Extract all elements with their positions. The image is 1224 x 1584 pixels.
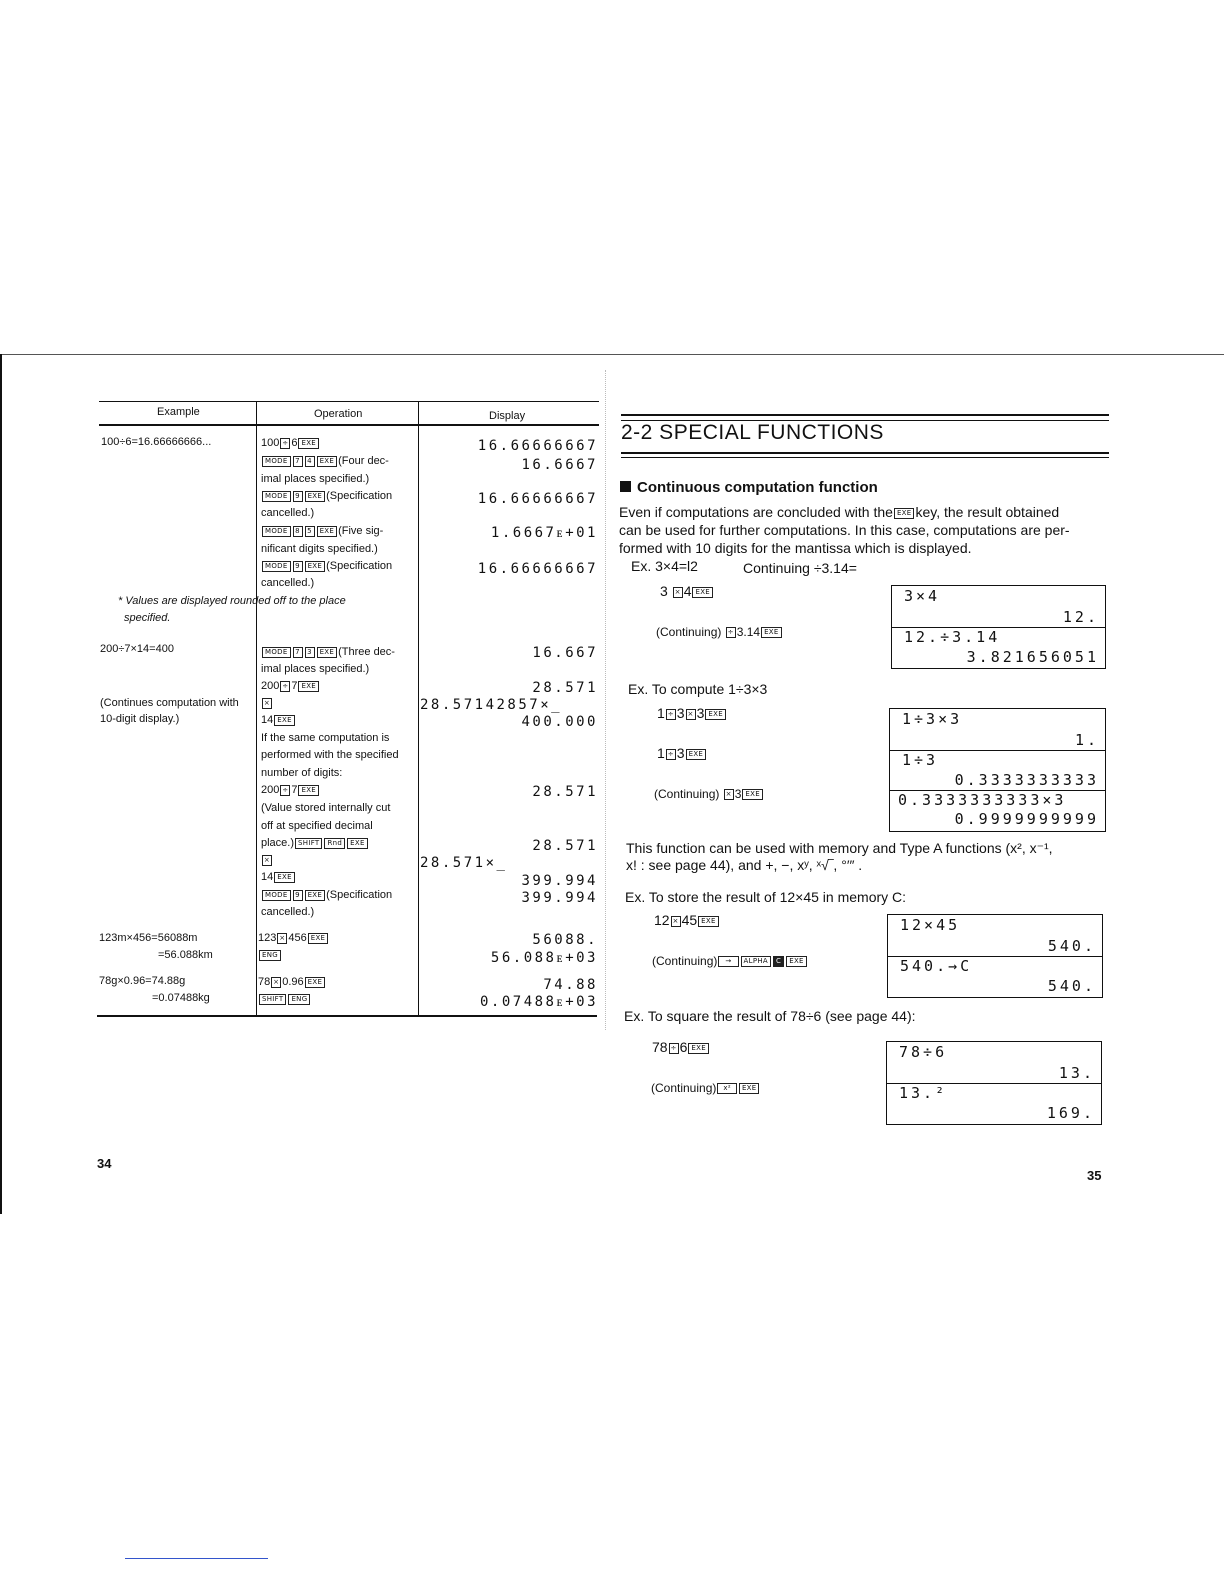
ex2-op1: 1 ÷ 3 × 3 EXE — [657, 705, 727, 721]
ex3-lcd-2: 540. — [1047, 937, 1096, 955]
display-1-1: 16.66666667 — [477, 438, 598, 454]
ex3-op2: (Continuing) → ALPHA C EXE — [652, 954, 808, 968]
ex3-lcd-4: 540. — [1047, 977, 1096, 995]
col-divider-1 — [256, 401, 257, 1015]
op1-5b: cancelled.) — [261, 577, 315, 589]
header-display: Display — [489, 410, 526, 422]
op2-7: number of digits: — [261, 767, 343, 779]
op2-12: × — [263, 855, 271, 864]
op3-2: ENG — [258, 949, 282, 961]
footnote-1: * Values are displayed rounded off to the place — [118, 595, 346, 607]
top-scan-line — [0, 354, 1224, 355]
op2-2: 200 ÷ 7 EXE — [261, 680, 320, 692]
ex2-lcd-5: 0.3333333333×3 — [898, 791, 1067, 809]
ex1-op2: (Continuing) ÷ 3.14 EXE — [656, 625, 783, 639]
example-2-note2: 10-digit display.) — [100, 713, 180, 725]
op2-13: 14 EXE — [261, 871, 296, 883]
section-title: 2-2 SPECIAL FUNCTIONS — [621, 421, 884, 444]
ex1-op1: 3 × 4 EXE — [660, 583, 714, 599]
ex1-lcd-3: 12.÷3.14 — [904, 628, 1001, 646]
para1-line3: formed with 10 digits for the mantissa which is displayed. — [619, 540, 972, 556]
op4-1: 78 × 0.96 EXE — [258, 976, 326, 988]
display-2-5: 28.571 — [532, 784, 598, 800]
section-title-rule-bottom2 — [621, 457, 1109, 458]
display-4-2: 0.07488ᴇ+03 — [479, 994, 598, 1010]
op1-3b: cancelled.) — [261, 507, 315, 519]
ex2-lcd-6: 0.9999999999 — [954, 810, 1099, 828]
ex1-lcd — [891, 585, 1106, 669]
example-1: 100÷6=16.66666666... — [101, 436, 212, 448]
display-2-8: 399.994 — [521, 873, 598, 889]
ex4-op2: (Continuing) x² EXE — [651, 1081, 760, 1095]
section-title-rule-bottom — [621, 452, 1109, 454]
mode-key: MODE — [262, 456, 291, 467]
ex2-op2: 1 ÷ 3 EXE — [657, 745, 707, 761]
section-title-rule-top — [621, 414, 1109, 416]
op1-5: MODE 9 EXE (Specification — [261, 560, 392, 572]
op2-8: 200 ÷ 7 EXE — [261, 784, 320, 796]
ex2-lcd — [889, 708, 1106, 832]
op4-2: SHIFT ENG — [258, 993, 311, 1005]
ex4-lcd — [886, 1041, 1102, 1125]
op2-5: If the same computation is — [261, 732, 390, 744]
para1-line1: Even if computations are concluded with the EXE key, the result obtained — [619, 504, 1060, 520]
op2-1b: imal places specified.) — [261, 663, 370, 675]
display-2-2: 28.571 — [532, 680, 598, 696]
ex1-lcd-4: 3.821656051 — [966, 648, 1099, 666]
subsection-title: Continuous computation function — [637, 479, 878, 496]
ex3-lcd — [887, 914, 1103, 998]
ex3-op1: 12 × 45 EXE — [654, 912, 720, 928]
ex1-continuing: Continuing ÷3.14= — [743, 560, 857, 576]
arrow-key: → — [718, 956, 738, 967]
square-key: x² — [717, 1083, 737, 1094]
op2-3: × — [263, 698, 271, 707]
ex4-lcd-2: 13. — [1058, 1064, 1095, 1082]
display-1-4: 1.6667ᴇ+01 — [490, 525, 598, 541]
ex2-lcd-1: 1÷3×3 — [902, 710, 963, 728]
example-4b: =0.07488kg — [152, 992, 210, 1004]
op1-3: MODE 9 EXE (Specification — [261, 490, 392, 502]
op2-14: MODE 9 EXE (Specification — [261, 889, 392, 901]
c-key: C — [773, 956, 784, 967]
display-4-1: 74.88 — [543, 977, 598, 993]
op1-2b: imal places specified.) — [261, 473, 370, 485]
ex1-lcd-1: 3×4 — [904, 587, 941, 605]
op2-10: off at specified decimal — [261, 820, 373, 832]
display-2-6: 28.571 — [532, 838, 598, 854]
header-example: Example — [157, 406, 200, 418]
op1-2: MODE 7 4 EXE (Four dec- — [261, 455, 389, 467]
display-2-7: 28.571×_ — [420, 855, 508, 871]
display-3-1: 56088. — [532, 932, 598, 948]
example-3b: =56.088km — [158, 949, 213, 961]
display-2-4: 400.000 — [521, 714, 598, 730]
div-key: ÷ — [282, 438, 289, 447]
display-1-3: 16.66666667 — [477, 491, 598, 507]
op1-4b: nificant digits specified.) — [261, 543, 378, 555]
display-2-1: 16.667 — [532, 645, 598, 661]
op2-9: (Value stored internally cut — [261, 802, 391, 814]
op2-6: performed with the specified — [261, 749, 399, 761]
op3-1: 123 × 456 EXE — [258, 932, 329, 944]
op2-11: place.) SHIFT Rnd EXE — [261, 837, 369, 849]
header-operation: Operation — [314, 408, 363, 420]
op2-14b: cancelled.) — [261, 906, 315, 918]
ex4-label: Ex. To square the result of 78÷6 (see page 44): — [624, 1008, 916, 1024]
ex2-lcd-2: 1. — [1074, 731, 1099, 749]
ex4-lcd-1: 78÷6 — [899, 1043, 948, 1061]
para2-line2: x! : see page 44), and +, −, xʸ, ˣ√‾, °′″ . — [626, 857, 863, 873]
page-gutter — [605, 370, 606, 1030]
ex2-op3: (Continuing) × 3 EXE — [654, 787, 764, 801]
ex4-op1: 78 ÷ 6 EXE — [652, 1039, 710, 1055]
footnote-2: specified. — [124, 612, 171, 624]
op2-1: MODE 7 3 EXE (Three dec- — [261, 646, 395, 658]
ex3-lcd-3: 540.→C — [900, 957, 973, 975]
left-scan-edge — [0, 354, 2, 1214]
para1-line2: can be used for further computations. In this case, computations are per- — [619, 522, 1070, 538]
display-1-2: 16.6667 — [521, 457, 598, 473]
page-number-left: 34 — [97, 1156, 112, 1171]
ex1-label: Ex. 3×4=l2 — [631, 558, 698, 574]
page-number-right: 35 — [1087, 1168, 1102, 1183]
ex2-lcd-4: 0.3333333333 — [954, 771, 1099, 789]
ex3-label: Ex. To store the result of 12×45 in memory C: — [625, 889, 907, 905]
para2-line1: This function can be used with memory and Type A functions (x², x⁻¹, — [626, 840, 1053, 856]
col-divider-2 — [418, 401, 419, 1015]
display-3-2: 56.088ᴇ+03 — [490, 950, 598, 966]
ex2-lcd-3: 1÷3 — [902, 751, 939, 769]
exe-key: EXE — [298, 438, 319, 449]
ex2-label: Ex. To compute 1÷3×3 — [628, 681, 768, 697]
ex1-lcd-2: 12. — [1062, 608, 1099, 626]
subsection-bullet — [620, 481, 631, 492]
ex4-lcd-4: 169. — [1046, 1104, 1095, 1122]
alpha-key: ALPHA — [741, 956, 771, 967]
table-top-rule — [99, 401, 599, 402]
example-2-note1: (Continues computation with — [100, 697, 239, 709]
op1-4: MODE 8 5 EXE (Five sig- — [261, 525, 383, 537]
example-3a: 123m×456=56088m — [99, 932, 198, 944]
example-4a: 78g×0.96=74.88g — [99, 975, 186, 987]
bottom-underline — [125, 1558, 268, 1559]
display-2-9: 399.994 — [521, 890, 598, 906]
ex3-lcd-1: 12×45 — [900, 916, 961, 934]
op1-1: 100 ÷ 6 EXE — [261, 437, 320, 449]
example-2: 200÷7×14=400 — [100, 643, 174, 655]
display-1-5: 16.66666667 — [477, 561, 598, 577]
table-bottom-rule — [97, 1015, 597, 1017]
op2-4: 14 EXE — [261, 714, 296, 726]
display-2-3: 28.57142857×_ — [420, 697, 563, 713]
ex4-lcd-3: 13.² — [899, 1084, 948, 1102]
